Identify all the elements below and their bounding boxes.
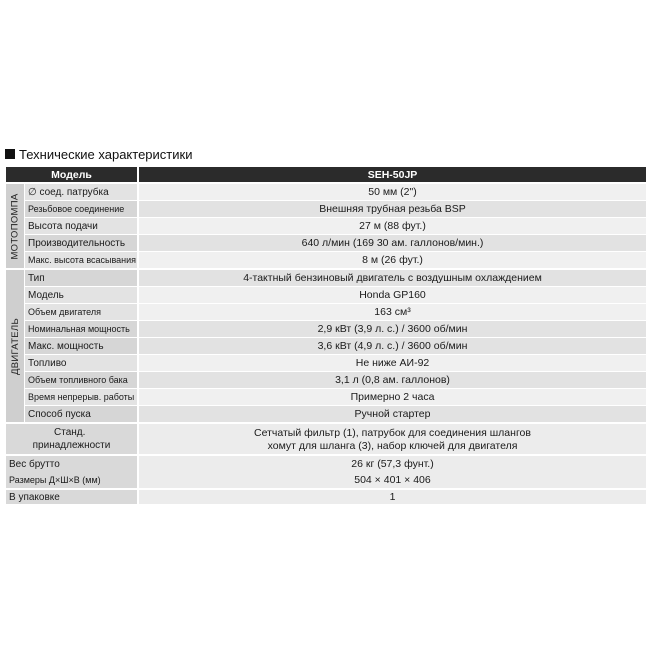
header-label: Модель bbox=[6, 167, 137, 182]
section-title: Технические характеристики bbox=[19, 146, 193, 162]
accessories-value-line1: Сетчатый фильтр (1), патрубок для соединения шлангов bbox=[254, 426, 531, 439]
row-label: Номинальная мощность bbox=[25, 321, 137, 337]
black-square-icon bbox=[5, 149, 15, 159]
group-label-engine: ДВИГАТЕЛЬ bbox=[6, 270, 24, 422]
accessories-row bbox=[6, 424, 646, 454]
accessories-value bbox=[139, 424, 646, 454]
row-value: 3,1 л (0,8 ам. галлонов) bbox=[139, 372, 646, 388]
weight-value bbox=[139, 456, 646, 488]
row-value: 27 м (88 фут.) bbox=[139, 218, 646, 234]
package-row bbox=[6, 490, 646, 504]
specs-table bbox=[6, 167, 646, 504]
row-value: 2,9 кВт (3,9 л. с.) / 3600 об/мин bbox=[139, 321, 646, 337]
accessories-label bbox=[6, 424, 137, 454]
row-label: Способ пуска bbox=[25, 406, 137, 422]
accessories-value-line2: хомут для шланга (3), набор ключей для двигателя bbox=[267, 439, 518, 452]
row-value: 50 мм (2") bbox=[139, 184, 646, 200]
row-value: Внешняя трубная резьба BSP bbox=[139, 201, 646, 217]
accessories-label-line1: Станд. bbox=[54, 427, 86, 438]
table-header bbox=[6, 167, 646, 182]
row-label: Объем топливного бака bbox=[25, 372, 137, 388]
header-value: SEH-50JP bbox=[139, 167, 646, 182]
row-value: Примерно 2 часа bbox=[139, 389, 646, 405]
row-value: Honda GP160 bbox=[139, 287, 646, 303]
row-value: Ручной стартер bbox=[139, 406, 646, 422]
row-label: Макс. мощность bbox=[25, 338, 137, 354]
weight-label bbox=[6, 456, 137, 488]
row-label: Тип bbox=[25, 270, 137, 286]
weight-value-line1: 26 кг (57,3 фунт.) bbox=[351, 458, 434, 470]
section-heading bbox=[5, 145, 192, 163]
accessories-label-line2: принадлежности bbox=[32, 440, 111, 451]
row-value: Не ниже АИ-92 bbox=[139, 355, 646, 371]
row-label: Модель bbox=[25, 287, 137, 303]
weight-row bbox=[6, 456, 646, 488]
row-label: Высота подачи bbox=[25, 218, 137, 234]
package-label: В упаковке bbox=[6, 490, 137, 504]
row-label: Объем двигателя bbox=[25, 304, 137, 320]
row-label: Резьбовое соединение bbox=[25, 201, 137, 217]
row-label: Производительность bbox=[25, 235, 137, 251]
row-label: Макс. высота всасывания bbox=[25, 252, 137, 268]
row-label: ∅ соед. патрубка bbox=[25, 184, 137, 200]
row-label: Топливо bbox=[25, 355, 137, 371]
package-value: 1 bbox=[139, 490, 646, 504]
weight-label-line1: Вес брутто bbox=[9, 458, 60, 470]
group-label-pump: МОТОПОМПА bbox=[6, 184, 24, 268]
row-value: 4-тактный бензиновый двигатель с воздушным охлаждением bbox=[139, 270, 646, 286]
row-value: 640 л/мин (169 30 ам. галлонов/мин.) bbox=[139, 235, 646, 251]
row-value: 8 м (26 фут.) bbox=[139, 252, 646, 268]
row-value: 3,6 кВт (4,9 л. с.) / 3600 об/мин bbox=[139, 338, 646, 354]
row-label: Время непрерыв. работы bbox=[25, 389, 137, 405]
row-value: 163 см³ bbox=[139, 304, 646, 320]
dimensions-value: 504 × 401 × 406 bbox=[354, 474, 431, 486]
dimensions-label: Размеры Д×Ш×В (мм) bbox=[9, 475, 101, 486]
